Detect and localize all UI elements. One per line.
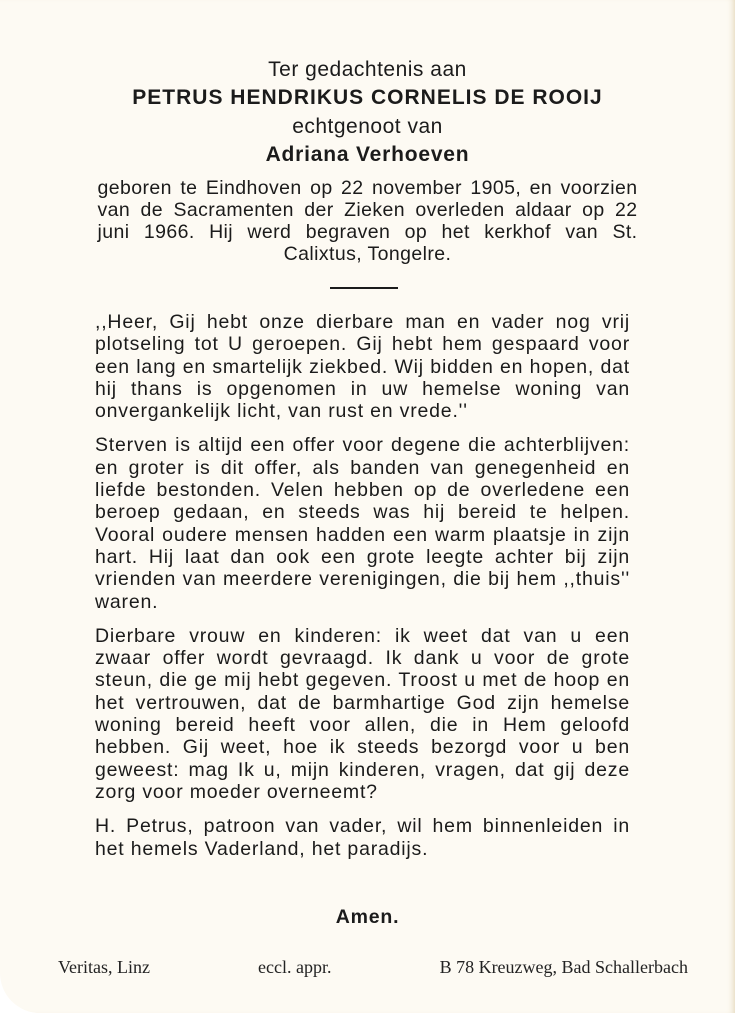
relation-text: echtgenoot van xyxy=(292,115,443,138)
divider-line xyxy=(330,287,398,289)
spouse-name: Adriana Verhoeven xyxy=(265,143,470,166)
header-section xyxy=(0,56,735,265)
family-paragraph: Dierbare vrouw en kinderen: ik weet dat van u een zwaar offer wordt gevraagd. Ik dank u voor de grote steun, die ge mij hebt gegeven. Troost u met de hoop en het vertrouwen, dat de barmhartige God zijn hemelse woning bereid heeft voor allen, die in Hem geloofd hebben. Gij weet, hoe ik steeds bezorgd voor u ben geweest: mag Ik u, mijn kinderen, vragen, dat gij deze zorg voor moeder overneemt? xyxy=(95,624,630,803)
publisher-text: Veritas, Linz xyxy=(58,957,150,977)
prayer-paragraph: ,,Heer, Gij hebt onze dierbare man en vader nog vrij plotseling tot U geroepen. Gij hebt hem gespaard voor een lang en smartelijk ziekbed. Wij bidden en hopen, dat hij thans is opgenomen in uw hemelse woning van onvergankelijk licht, van rust en vrede.'' xyxy=(95,311,630,423)
memorial-text xyxy=(95,311,630,860)
tribute-paragraph: Sterven is altijd een offer voor degene die achterblijven: en groter is dit offer, als banden van genegenheid en liefde bestonden. Velen hebben op de overledene een beroep gedaan, en steeds was hij bereid te helpen. Vooral oudere mensen hadden een warm plaatsje in zijn hart. Hij laat dan ook een grote leegte achter bij zijn vrienden van meerdere verenigingen, die bij hem ,,thuis'' waren. xyxy=(95,434,630,613)
printer-footer xyxy=(58,957,688,978)
biography-text: geboren te Eindhoven op 22 november 1905, en voorzien van de Sacramenten der Zieken overleden aldaar op 22 juni 1966. Hij werd begraven op het kerkhof van St. Calixtus, Tongelre. xyxy=(97,177,638,265)
reference-text: B 78 Kreuzweg, Bad Schallerbach xyxy=(439,957,688,977)
patron-paragraph: H. Petrus, patroon van vader, wil hem binnenleiden in het hemels Vaderland, het paradijs. xyxy=(95,815,630,860)
deceased-name: PETRUS HENDRIKUS CORNELIS DE ROOIJ xyxy=(132,86,603,109)
approval-text: eccl. appr. xyxy=(258,957,332,977)
intro-text: Ter gedachtenis aan xyxy=(268,58,467,81)
closing-amen: Amen. xyxy=(335,906,400,928)
